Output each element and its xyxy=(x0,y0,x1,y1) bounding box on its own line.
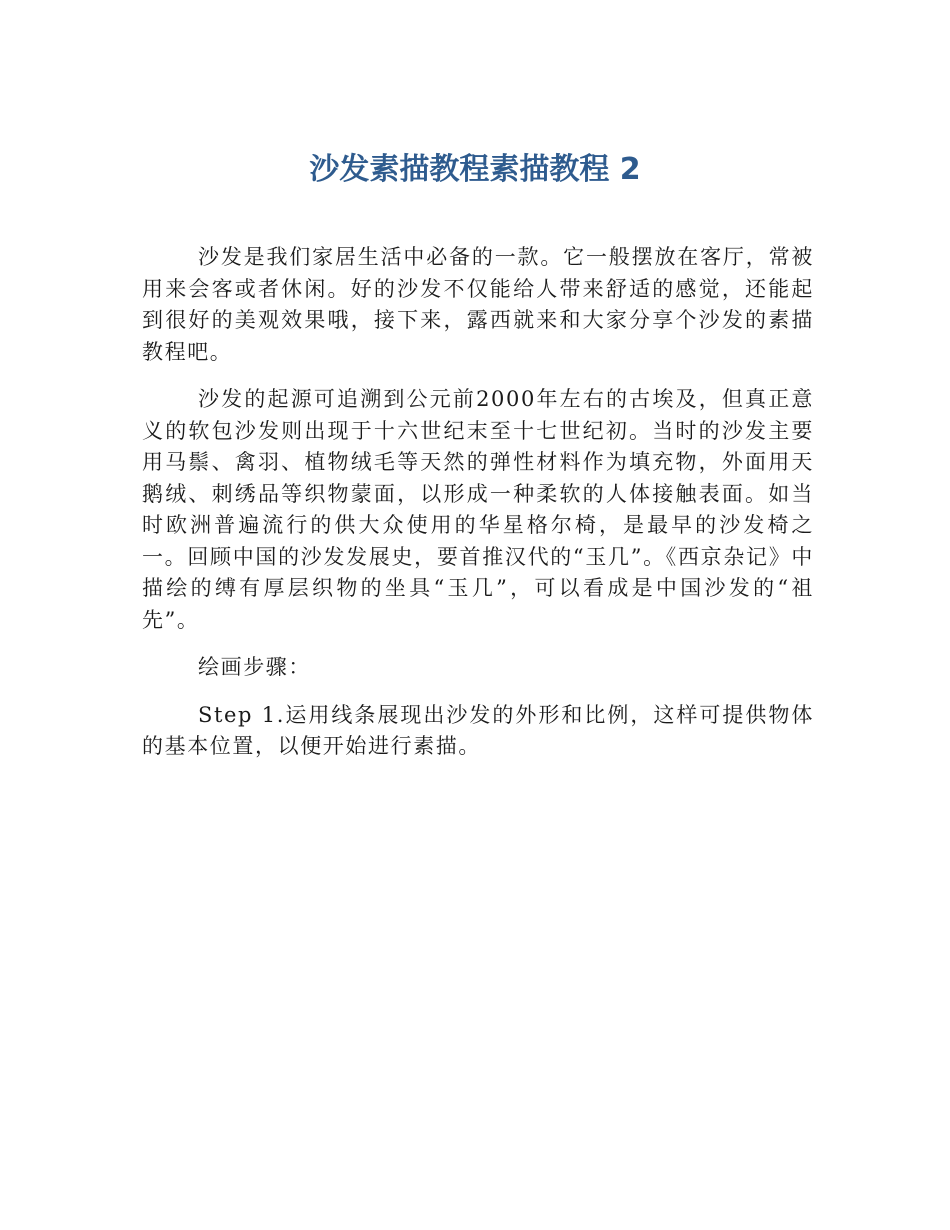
paragraph-steps-heading: 绘画步骤： xyxy=(198,655,311,679)
paragraph-history: 沙发的起源可追溯到公元前2000年左右的古埃及，但真正意义的软包沙发则出现于十六世纪末至十七世纪初。当时的沙发主要用马鬃、禽羽、植物绒毛等天然的弹性材料作为填充物，外面用天鹅绒、刺绣品等织物蒙面，以形成一种柔软的人体接触表面。如当时欧洲普遍流行的供大众使用的华星格尔椅，是最早的沙发椅之一。回顾中国的沙发发展史，要首推汉代的“玉几”。《西京杂记》中描绘的缚有厚层织物的坐具“玉几”，可以看成是中国沙发的“祖先”。 xyxy=(142,387,814,632)
paragraph-intro: 沙发是我们家居生活中必备的一款。它一般摆放在客厅，常被用来会客或者休闲。好的沙发不仅能给人带来舒适的感觉，还能起到很好的美观效果哦，接下来，露西就来和大家分享个沙发的素描教程吧。 xyxy=(142,245,814,364)
document-body xyxy=(142,242,814,779)
document-title: 沙发素描教程素描教程 2 xyxy=(309,152,641,187)
paragraph-step-1: Step 1.运用线条展现出沙发的外形和比例，这样可提供物体的基本位置，以便开始进行素描。 xyxy=(142,702,814,758)
